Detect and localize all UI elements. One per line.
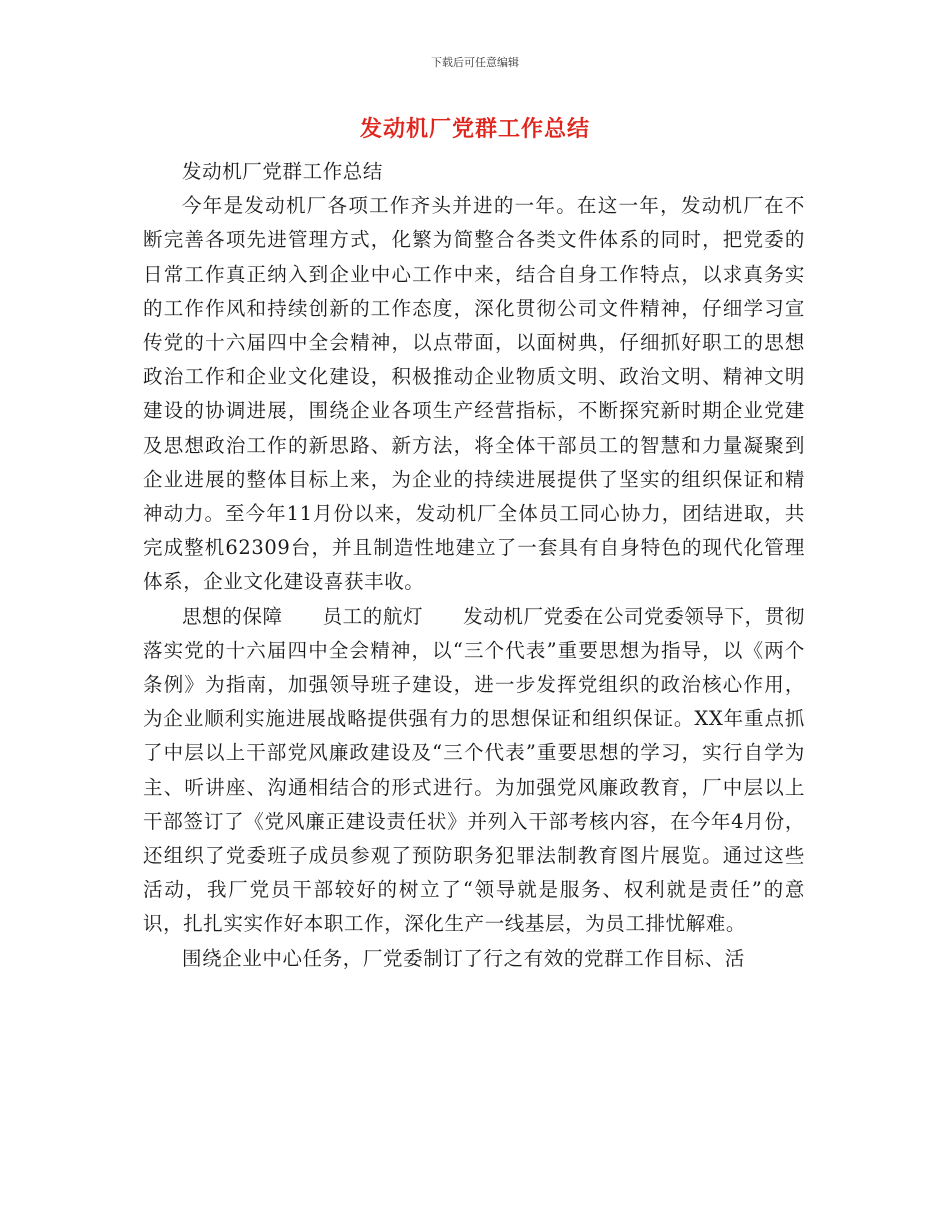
document-title: 发动机厂党群工作总结 (359, 117, 590, 142)
document-body (143, 155, 805, 976)
document-subtitle: 发动机厂党群工作总结 (182, 160, 384, 183)
paragraph-2-text: 发动机厂党委在公司党委领导下，贯彻落实党的十六届四中全会精神，以“三个代表”重要思想为指导，以《两个条例》为指南，加强领导班子建设，进一步发挥党组织的政治核心作用，为企业顺利实施进展战略提供强有力的思想保证和组织保证。XX年重点抓了中层以上干部党风廉政建设及“三个代表”重要思想的学习，实行自学为主、听讲座、沟通相结合的形式进行。为加强党风廉政教育，厂中层以上干部签订了《党风廉正建设责任状》并列入干部考核内容，在今年4月份，还组织了党委班子成员参观了预防职务犯罪法制教育图片展览。通过这些活动，我厂党员干部较好的树立了“领导就是服务、权利就是责任”的意识，扎扎实实作好本职工作，深化生产一线基层，为员工排忧解难。 (143, 604, 805, 936)
paragraph-3: 围绕企业中心任务，厂党委制订了行之有效的党群工作目标、活 (182, 946, 745, 970)
header-note: 下载后可任意编辑 (431, 56, 519, 69)
section-heading-b: 员工的航灯 (322, 604, 424, 628)
section-heading-a: 思想的保障 (182, 604, 283, 628)
paragraph-2 (143, 600, 805, 942)
paragraph-1: 今年是发动机厂各项工作齐头并进的一年。在这一年，发动机厂在不断完善各项先进管理方式，化繁为简整合各类文件体系的同时，把党委的日常工作真正纳入到企业中心工作中来，结合自身工作特点，以求真务实的工作作风和持续创新的工作态度，深化贯彻公司文件精神，仔细学习宣传党的十六届四中全会精神，以点带面，以面树典，仔细抓好职工的思想政治工作和企业文化建设，积极推动企业物质文明、政治文明、精神文明建设的协调进展，围绕企业各项生产经营指标，不断探究新时期企业党建及思想政治工作的新思路、新方法，将全体干部员工的智慧和力量凝聚到企业进展的整体目标上来，为企业的持续进展提供了坚实的组织保证和精神动力。至今年11月份以来，发动机厂全体员工同心协力，团结进取，共完成整机62309台，并且制造性地建立了一套具有自身特色的现代化管理体系，企业文化建设喜获丰收。 (143, 194, 805, 594)
